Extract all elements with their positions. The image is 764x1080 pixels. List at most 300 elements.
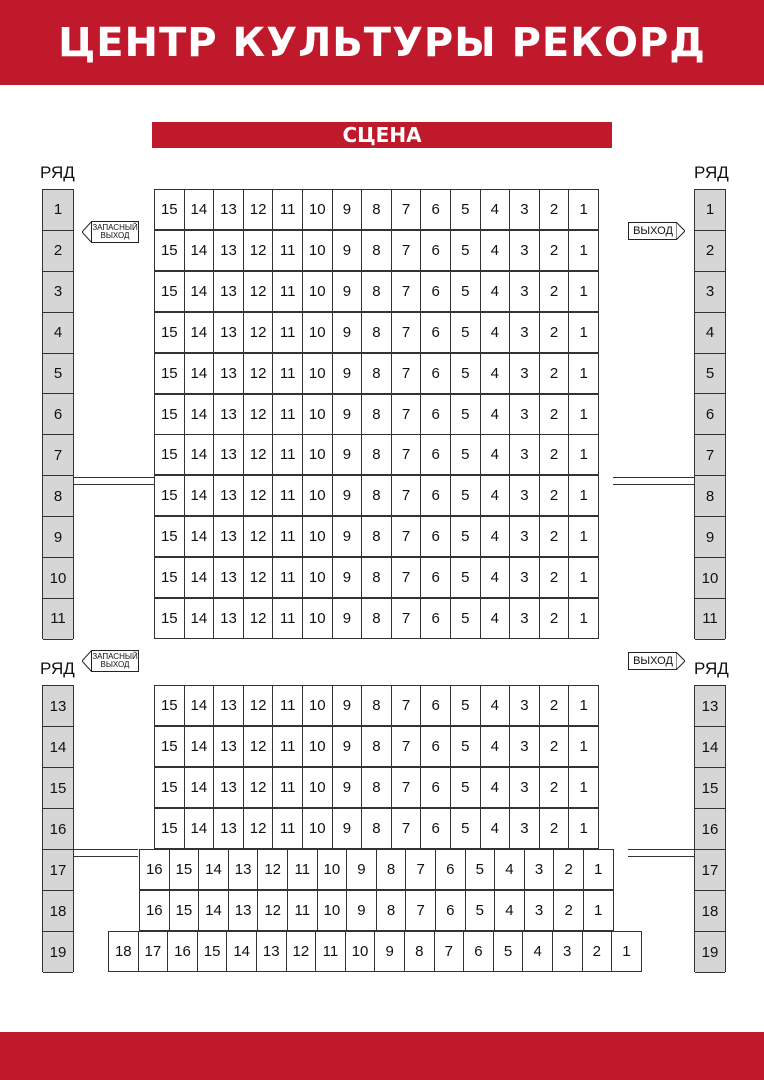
seat[interactable]: 8 [361, 516, 392, 557]
seat[interactable]: 14 [184, 557, 215, 598]
seat[interactable]: 15 [154, 557, 185, 598]
seat[interactable]: 10 [302, 557, 333, 598]
seat[interactable]: 15 [154, 230, 185, 271]
seat[interactable]: 7 [391, 685, 422, 726]
seat[interactable]: 8 [361, 475, 392, 516]
seat[interactable]: 11 [287, 849, 318, 890]
seat[interactable]: 11 [315, 931, 346, 972]
seat[interactable]: 1 [568, 434, 599, 475]
seat[interactable]: 6 [420, 557, 451, 598]
seat[interactable]: 8 [361, 434, 392, 475]
seat[interactable]: 5 [450, 808, 481, 849]
seat[interactable]: 12 [243, 271, 274, 312]
seat[interactable]: 16 [139, 890, 170, 931]
seat[interactable]: 4 [480, 230, 511, 271]
seat[interactable]: 11 [272, 353, 303, 394]
seat[interactable]: 7 [391, 434, 422, 475]
row-number: 2 [695, 231, 725, 272]
seat[interactable]: 3 [509, 808, 540, 849]
seat[interactable]: 10 [302, 767, 333, 808]
seat[interactable]: 5 [450, 685, 481, 726]
seat[interactable]: 16 [167, 931, 198, 972]
seat[interactable]: 10 [317, 849, 348, 890]
seat[interactable]: 11 [272, 808, 303, 849]
seat[interactable]: 5 [450, 394, 481, 435]
seat[interactable]: 9 [332, 353, 363, 394]
seat-row-5 [154, 353, 599, 394]
seat[interactable]: 8 [361, 271, 392, 312]
seat[interactable]: 12 [286, 931, 317, 972]
seat[interactable]: 15 [154, 312, 185, 353]
seat[interactable]: 10 [302, 434, 333, 475]
seat-row-3 [154, 271, 599, 312]
seat[interactable]: 14 [184, 726, 215, 767]
seat[interactable]: 2 [539, 767, 570, 808]
row-number: 17 [43, 850, 73, 891]
seat[interactable]: 2 [553, 890, 584, 931]
seat[interactable]: 12 [257, 890, 288, 931]
seat[interactable]: 11 [272, 230, 303, 271]
seat[interactable]: 3 [509, 271, 540, 312]
seat[interactable]: 4 [480, 475, 511, 516]
seat[interactable]: 12 [243, 767, 274, 808]
seat[interactable]: 2 [539, 475, 570, 516]
seat[interactable]: 5 [450, 516, 481, 557]
seat[interactable]: 13 [213, 767, 244, 808]
seat[interactable]: 6 [420, 726, 451, 767]
seat[interactable]: 8 [361, 189, 392, 230]
seat[interactable]: 1 [568, 353, 599, 394]
seat[interactable]: 6 [420, 475, 451, 516]
seat[interactable]: 9 [374, 931, 405, 972]
seat[interactable]: 9 [332, 312, 363, 353]
seat[interactable]: 3 [552, 931, 583, 972]
seat[interactable]: 13 [213, 685, 244, 726]
seat[interactable]: 13 [213, 598, 244, 639]
seat[interactable]: 6 [463, 931, 494, 972]
seat[interactable]: 8 [361, 726, 392, 767]
seat[interactable]: 6 [420, 516, 451, 557]
seat[interactable]: 4 [480, 189, 511, 230]
seat[interactable]: 8 [361, 808, 392, 849]
seat[interactable]: 14 [198, 849, 229, 890]
seat[interactable]: 7 [391, 189, 422, 230]
seat[interactable]: 8 [361, 685, 392, 726]
seat[interactable]: 5 [450, 271, 481, 312]
seat[interactable]: 14 [184, 394, 215, 435]
seat[interactable]: 11 [272, 475, 303, 516]
seat[interactable]: 12 [243, 189, 274, 230]
seat[interactable]: 9 [332, 230, 363, 271]
seat[interactable]: 8 [361, 557, 392, 598]
seat[interactable]: 9 [332, 394, 363, 435]
seat[interactable]: 13 [213, 516, 244, 557]
row-number: 10 [695, 558, 725, 599]
seat[interactable]: 12 [243, 685, 274, 726]
seat[interactable]: 2 [539, 516, 570, 557]
seat[interactable]: 13 [228, 849, 259, 890]
seat[interactable]: 1 [583, 849, 614, 890]
seat[interactable]: 13 [213, 557, 244, 598]
seat[interactable]: 1 [583, 890, 614, 931]
seat[interactable]: 8 [404, 931, 435, 972]
seat[interactable]: 6 [435, 849, 466, 890]
seat[interactable]: 10 [302, 353, 333, 394]
seat[interactable]: 5 [450, 353, 481, 394]
seat[interactable]: 8 [361, 394, 392, 435]
seat[interactable]: 10 [302, 189, 333, 230]
seat[interactable]: 5 [450, 312, 481, 353]
seat[interactable]: 4 [480, 726, 511, 767]
seat[interactable]: 3 [509, 189, 540, 230]
seat[interactable]: 3 [509, 516, 540, 557]
seat[interactable]: 11 [272, 557, 303, 598]
seat[interactable]: 5 [450, 557, 481, 598]
seat[interactable]: 13 [213, 394, 244, 435]
seat[interactable]: 5 [450, 475, 481, 516]
row-number: 16 [695, 809, 725, 850]
seat[interactable]: 9 [332, 189, 363, 230]
row-number: 5 [695, 354, 725, 395]
seat[interactable]: 9 [332, 767, 363, 808]
seat[interactable]: 12 [243, 353, 274, 394]
seat[interactable]: 2 [539, 685, 570, 726]
seat[interactable]: 12 [243, 516, 274, 557]
seat[interactable]: 12 [243, 434, 274, 475]
seat[interactable]: 14 [184, 808, 215, 849]
seat[interactable]: 10 [302, 685, 333, 726]
seat[interactable]: 3 [509, 230, 540, 271]
seat-row-10 [154, 557, 599, 598]
seat[interactable]: 1 [568, 394, 599, 435]
seat[interactable]: 15 [154, 271, 185, 312]
stage-label: СЦЕНА [342, 123, 422, 147]
seat[interactable]: 15 [169, 890, 200, 931]
seat[interactable]: 3 [509, 434, 540, 475]
seat[interactable]: 8 [361, 767, 392, 808]
seat[interactable]: 7 [391, 271, 422, 312]
seat[interactable]: 10 [302, 808, 333, 849]
seat[interactable]: 5 [450, 230, 481, 271]
seat[interactable]: 14 [184, 230, 215, 271]
seat[interactable]: 13 [213, 271, 244, 312]
seat[interactable]: 15 [154, 767, 185, 808]
seat[interactable]: 1 [568, 189, 599, 230]
seat[interactable]: 2 [553, 849, 584, 890]
seat[interactable]: 3 [509, 475, 540, 516]
seat[interactable]: 16 [139, 849, 170, 890]
seat[interactable]: 5 [465, 890, 496, 931]
seat[interactable]: 7 [434, 931, 465, 972]
seat[interactable]: 5 [493, 931, 524, 972]
seat[interactable]: 4 [480, 685, 511, 726]
seat[interactable]: 4 [480, 353, 511, 394]
seat[interactable]: 6 [420, 767, 451, 808]
seat[interactable]: 13 [213, 353, 244, 394]
seat[interactable]: 11 [272, 685, 303, 726]
seat[interactable]: 3 [509, 767, 540, 808]
seat-row-9 [154, 516, 599, 557]
seat[interactable]: 14 [226, 931, 257, 972]
seat[interactable]: 11 [272, 271, 303, 312]
seat[interactable]: 3 [509, 557, 540, 598]
seat[interactable]: 8 [376, 890, 407, 931]
seat[interactable]: 3 [509, 353, 540, 394]
seat[interactable]: 15 [154, 598, 185, 639]
seat[interactable]: 12 [243, 808, 274, 849]
seat[interactable]: 10 [302, 271, 333, 312]
seat[interactable]: 4 [522, 931, 553, 972]
seat[interactable]: 6 [420, 685, 451, 726]
seat[interactable]: 2 [539, 394, 570, 435]
seat[interactable]: 11 [272, 312, 303, 353]
seat[interactable]: 10 [317, 890, 348, 931]
row-number: 9 [43, 517, 73, 558]
seat[interactable]: 2 [582, 931, 613, 972]
seat[interactable]: 9 [332, 475, 363, 516]
seat[interactable]: 12 [243, 598, 274, 639]
seat[interactable]: 10 [302, 394, 333, 435]
seat[interactable]: 6 [420, 271, 451, 312]
seat[interactable]: 4 [480, 767, 511, 808]
seat[interactable]: 4 [494, 890, 525, 931]
seat[interactable]: 7 [391, 230, 422, 271]
seat[interactable]: 15 [154, 394, 185, 435]
seat[interactable]: 10 [345, 931, 376, 972]
seat[interactable]: 5 [450, 434, 481, 475]
seat[interactable]: 2 [539, 189, 570, 230]
seat[interactable]: 9 [346, 890, 377, 931]
seat[interactable]: 14 [184, 271, 215, 312]
seat[interactable]: 5 [450, 726, 481, 767]
seat[interactable]: 4 [480, 312, 511, 353]
seat[interactable]: 3 [524, 849, 555, 890]
seat[interactable]: 4 [494, 849, 525, 890]
seat[interactable]: 6 [420, 808, 451, 849]
seat[interactable]: 11 [272, 767, 303, 808]
seat[interactable]: 10 [302, 312, 333, 353]
seat[interactable]: 13 [213, 312, 244, 353]
seat[interactable]: 4 [480, 598, 511, 639]
seat[interactable]: 8 [361, 353, 392, 394]
seat[interactable]: 11 [272, 598, 303, 639]
seat[interactable]: 9 [346, 849, 377, 890]
seat[interactable]: 7 [391, 353, 422, 394]
seat[interactable]: 17 [138, 931, 169, 972]
row-number: 18 [695, 891, 725, 932]
seat[interactable]: 7 [391, 767, 422, 808]
seat[interactable]: 2 [539, 557, 570, 598]
seat[interactable]: 7 [391, 557, 422, 598]
seat[interactable]: 3 [509, 394, 540, 435]
seat[interactable]: 15 [154, 516, 185, 557]
seat[interactable]: 6 [420, 434, 451, 475]
seat[interactable]: 4 [480, 271, 511, 312]
seat[interactable]: 4 [480, 434, 511, 475]
seat[interactable]: 14 [184, 767, 215, 808]
seat[interactable]: 13 [256, 931, 287, 972]
seat[interactable]: 6 [420, 230, 451, 271]
seat[interactable]: 1 [568, 598, 599, 639]
seat[interactable]: 1 [568, 808, 599, 849]
seat[interactable]: 2 [539, 434, 570, 475]
seat[interactable]: 14 [184, 516, 215, 557]
seat[interactable]: 13 [213, 726, 244, 767]
row-number: 11 [43, 599, 73, 640]
seat[interactable]: 13 [213, 434, 244, 475]
seat[interactable]: 6 [420, 312, 451, 353]
seat[interactable]: 13 [213, 189, 244, 230]
seat[interactable]: 7 [391, 312, 422, 353]
seat[interactable]: 1 [568, 271, 599, 312]
seat[interactable]: 7 [391, 394, 422, 435]
seat[interactable]: 13 [228, 890, 259, 931]
seat[interactable]: 13 [213, 475, 244, 516]
seat[interactable]: 12 [257, 849, 288, 890]
seat[interactable]: 3 [524, 890, 555, 931]
seat[interactable]: 14 [198, 890, 229, 931]
seat[interactable]: 14 [184, 685, 215, 726]
seat-row-2 [154, 230, 599, 271]
seat[interactable]: 7 [405, 890, 436, 931]
seat[interactable]: 5 [450, 189, 481, 230]
seat[interactable]: 14 [184, 434, 215, 475]
seat[interactable]: 11 [272, 189, 303, 230]
seat[interactable]: 15 [197, 931, 228, 972]
seat[interactable]: 5 [450, 598, 481, 639]
exit-label: ВЫХОД [633, 655, 673, 667]
row-number: 13 [43, 686, 73, 727]
seat[interactable]: 7 [391, 598, 422, 639]
seat[interactable]: 9 [332, 271, 363, 312]
seat[interactable]: 1 [568, 767, 599, 808]
seat[interactable]: 14 [184, 189, 215, 230]
seat[interactable]: 11 [272, 516, 303, 557]
seat[interactable]: 14 [184, 598, 215, 639]
seat[interactable]: 15 [169, 849, 200, 890]
seat[interactable]: 2 [539, 808, 570, 849]
seat[interactable]: 5 [465, 849, 496, 890]
seat[interactable]: 6 [420, 353, 451, 394]
seat[interactable]: 10 [302, 726, 333, 767]
seat[interactable]: 3 [509, 312, 540, 353]
seat[interactable]: 8 [361, 598, 392, 639]
seat[interactable]: 15 [154, 434, 185, 475]
row-number: 14 [695, 727, 725, 768]
seat[interactable]: 12 [243, 475, 274, 516]
seat[interactable]: 1 [568, 312, 599, 353]
seat[interactable]: 10 [302, 230, 333, 271]
seat[interactable]: 1 [568, 475, 599, 516]
seat-row-11 [154, 598, 599, 639]
seat[interactable]: 2 [539, 353, 570, 394]
seat[interactable]: 6 [435, 890, 466, 931]
seat[interactable]: 8 [361, 312, 392, 353]
seat[interactable]: 18 [108, 931, 139, 972]
seat[interactable]: 9 [332, 808, 363, 849]
seat[interactable]: 11 [272, 726, 303, 767]
seat[interactable]: 11 [287, 890, 318, 931]
seat[interactable]: 6 [420, 598, 451, 639]
seat[interactable]: 1 [611, 931, 642, 972]
seat[interactable]: 5 [450, 767, 481, 808]
seat[interactable]: 8 [376, 849, 407, 890]
seat[interactable]: 10 [302, 598, 333, 639]
seat[interactable]: 15 [154, 353, 185, 394]
seat-row-6 [154, 394, 599, 435]
seat[interactable]: 3 [509, 598, 540, 639]
seat[interactable]: 15 [154, 475, 185, 516]
seat[interactable]: 7 [391, 726, 422, 767]
seat[interactable]: 9 [332, 434, 363, 475]
seat[interactable]: 12 [243, 230, 274, 271]
seat[interactable]: 1 [568, 230, 599, 271]
seat[interactable]: 7 [391, 808, 422, 849]
seat[interactable]: 7 [405, 849, 436, 890]
aisle-left-upper [74, 477, 154, 485]
seat[interactable]: 1 [568, 557, 599, 598]
seat[interactable]: 2 [539, 271, 570, 312]
row-number: 2 [43, 231, 73, 272]
seat[interactable]: 2 [539, 312, 570, 353]
seat[interactable]: 10 [302, 516, 333, 557]
seat[interactable]: 15 [154, 685, 185, 726]
seat[interactable]: 3 [509, 685, 540, 726]
emergency-exit-label: ЗАПАСНЫЙ ВЫХОД [92, 223, 138, 240]
seat[interactable]: 13 [213, 808, 244, 849]
seat[interactable]: 1 [568, 685, 599, 726]
seat[interactable]: 12 [243, 726, 274, 767]
seat[interactable]: 9 [332, 516, 363, 557]
seat[interactable]: 9 [332, 726, 363, 767]
seat[interactable]: 9 [332, 557, 363, 598]
row-numbers-left-upper [42, 189, 74, 639]
seat[interactable]: 1 [568, 726, 599, 767]
row-number: 5 [43, 354, 73, 395]
row-numbers-right-lower [694, 685, 726, 972]
seat[interactable]: 11 [272, 394, 303, 435]
seat[interactable]: 10 [302, 475, 333, 516]
seat[interactable]: 2 [539, 230, 570, 271]
seat[interactable]: 6 [420, 394, 451, 435]
seat[interactable]: 15 [154, 189, 185, 230]
seat[interactable]: 7 [391, 475, 422, 516]
seat[interactable]: 4 [480, 808, 511, 849]
seat[interactable]: 4 [480, 516, 511, 557]
seat[interactable]: 12 [243, 394, 274, 435]
seat[interactable]: 1 [568, 516, 599, 557]
seat[interactable]: 14 [184, 475, 215, 516]
seat[interactable]: 9 [332, 685, 363, 726]
seat[interactable]: 14 [184, 353, 215, 394]
seat[interactable]: 7 [391, 516, 422, 557]
seat[interactable]: 4 [480, 557, 511, 598]
seat[interactable]: 2 [539, 726, 570, 767]
seat[interactable]: 6 [420, 189, 451, 230]
seat[interactable]: 12 [243, 557, 274, 598]
seat[interactable]: 11 [272, 434, 303, 475]
seat[interactable]: 12 [243, 312, 274, 353]
seat[interactable]: 15 [154, 808, 185, 849]
seat[interactable]: 9 [332, 598, 363, 639]
seat[interactable]: 14 [184, 312, 215, 353]
seat[interactable]: 2 [539, 598, 570, 639]
seat[interactable]: 8 [361, 230, 392, 271]
seat[interactable]: 4 [480, 394, 511, 435]
seat[interactable]: 13 [213, 230, 244, 271]
seat[interactable]: 15 [154, 726, 185, 767]
seat[interactable]: 3 [509, 726, 540, 767]
